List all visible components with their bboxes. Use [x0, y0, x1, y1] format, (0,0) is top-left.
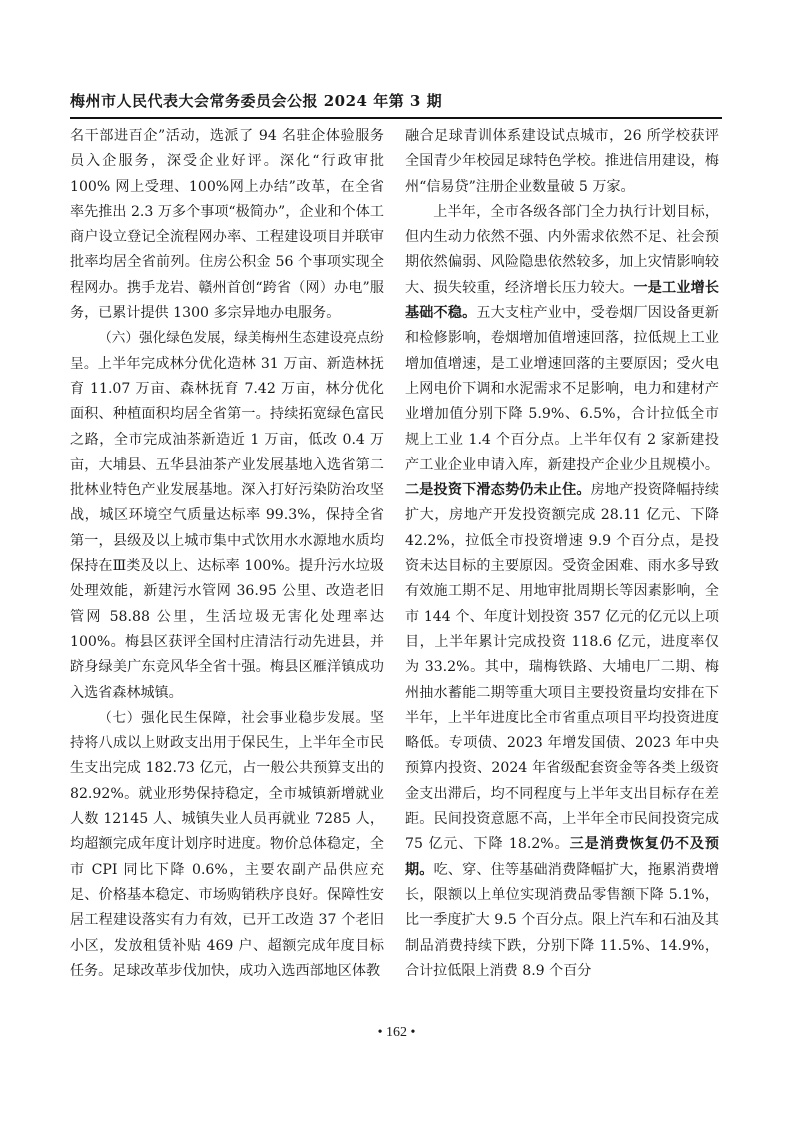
industry-text: 五大支柱产业中，受卷烟厂因设备更新和检修影响，卷烟增加值增速回落，拉低规上工业增加值增速，是工业增速回落的主要原因；受火电上网电价下调和水泥需求不足影响，电力和建材产业增加值分别下降 5.9%、6.5%，合计拉低全市规上工业 1.4 个百分点。上半年仅有 2 家新建投产工业企业申请入库，新建投产企业少且规模小。: [405, 305, 719, 473]
bold-consumption-heading: 三是消费恢复仍不及预期。: [405, 836, 720, 878]
paragraph-business-services: 名干部进百企”活动，选派了 94 名驻企体验服务员入企服务，深受企业好评。深化“行政审批 100% 网上受理、100%网上办结”改革，在全省率先推出 2.3 万多个事项“极简办”，企业和个体工商户设立登记全流程网办率、工程建设项目并联审批率均居全省前列。住房公积金 56 个事项实现全程网办。携手龙岩、赣州首创“跨省（网）办电”服务，已累计提供 1300 多宗异地办电服务。: [70, 128, 384, 322]
page-number: • 162 •: [377, 1025, 416, 1040]
problems-intro: 上半年，全市各级各部门全力执行计划目标，但内生动力依然不强、内外需求依然不足、社会预期依然偏弱、风险隐患依然较多，加上灾情影响较大、损失较重，经济增长压力较大。: [405, 203, 719, 296]
paragraph-green-body: 上半年完成林分优化造林 31 万亩、新造林抚育 11.07 万亩、森林抚育 7.42 万亩，林分优化面积、种植面积均居全省第一。持续拓宽绿色富民之路，全市完成油茶新造近 1 万亩，低改 0.4 万亩，大埔县、五华县油茶产业发展基地入选省第二批林业特色产业发展基地。深入打好污染防治攻坚战，城区环境空气质量达标率 99.3%，保持全省第一，县级及以上城市集中式饮用水水源地水质均保持在Ⅲ类及以上、达标率 100%。提升污水垃圾处理效能，新建污水管网 36.95 公里、改造老旧管网 58.88 公里，生活垃圾无害化处理率达 100%。梅县区获评全国村庄清洁行动先进县，并跻身绿美广东竞风华全省十强。梅县区雁洋镇成功入选省森林城镇。: [70, 355, 384, 701]
left-column: [70, 124, 384, 984]
paragraph-livelihood-body: 坚持将八成以上财政支出用于保民生，上半年全市民生支出完成 182.73 亿元，占一般公共预算支出的 82.92%。就业形势保持稳定，全市城镇新增就业人数 12145 人、城镇失业人员再就业 7285 人，均超额完成年度计划序时进度。物价总体稳定，全市 CPI 同比下降 0.6%，主要农副产品供应充足、价格基本稳定、市场购销秩序良好。保障性安居工程建设落实有力有效，已开工改造 37 个老旧小区，发放租赁补贴 469 户、超额完成年度目标任务。足球改革步伐加快，成功入选西部地区体教: [70, 709, 384, 979]
paragraph-football-credit: 融合足球青训体系建设试点城市，26 所学校获评全国青少年校园足球特色学校。推进信用建设，梅州“信易贷”注册企业数量破 5 万家。: [405, 128, 719, 195]
paragraph-green-development: [70, 326, 384, 705]
bold-investment-heading: 二是投资下滑态势仍未止住。: [405, 482, 591, 499]
section-heading-green: （六）强化绿色发展，绿美梅州生态建设亮点纷呈。: [70, 330, 384, 372]
consumption-text: 吃、穿、住等基础消费降幅扩大，拖累消费增长，限额以上单位实现消费品零售额下降 5.1%，比一季度扩大 9.5 个百分点。限上汽车和石油及其制品消费持续下跌，分别下降 11.5%、14.9%，合计拉低限上消费 8.9 个百分: [405, 861, 719, 979]
right-column: [405, 124, 719, 984]
paragraph-problems: [405, 200, 719, 984]
investment-text: 房地产投资降幅持续扩大，房地产开发投资额完成 28.11 亿元、下降 42.2%，拉低全市投资增速 9.9 个百分点，是投资未达目标的主要原因。受资金困难、雨水多导致有效施工期不足、用地审批周期长等因素影响，全市 144 个、年度计划投资 357 亿元的亿元以上项目，上半年累计完成投资 118.6 亿元，进度率仅为 33.2%。其中，瑞梅铁路、大埔电厂二期、梅州抽水蓄能二期等重大项目主要投资量均安排在下半年，上半年进度比全市省重点项目平均投资进度略低。专项债、2023 年增发国债、2023 年中央预算内投资、2024 年省级配套资金等各类上级资金支出滞后，均不同程度与上半年支出目标存在差距。民间投资意愿不高，上半年全市民间投资完成 75 亿元、下降 18.2%。: [405, 482, 719, 853]
journal-header: 梅州市人民代表大会常务委员会公报 2024 年第 3 期: [70, 92, 443, 110]
header-divider: [70, 117, 722, 119]
paragraph-livelihood: [70, 706, 384, 984]
section-heading-livelihood: （七）强化民生保障，社会事业稳步发展。: [98, 709, 370, 726]
bold-industry-heading: 一是工业增长基础不稳。: [405, 279, 719, 322]
